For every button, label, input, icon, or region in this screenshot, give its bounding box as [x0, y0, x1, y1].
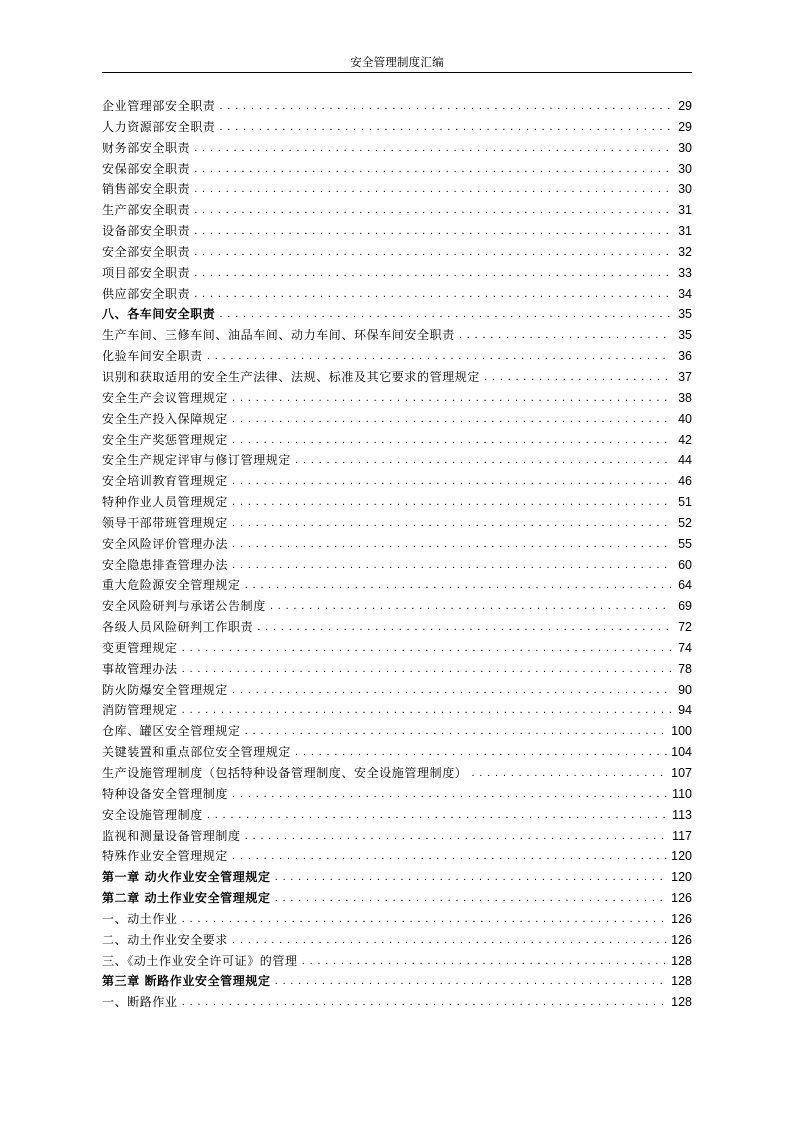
toc-entry[interactable] [102, 450, 692, 471]
toc-entry-title: 防火防爆安全管理规定 [102, 682, 229, 697]
toc-entry-title: 二、动土作业安全要求 [102, 932, 229, 947]
toc-entry-title: 识别和获取适用的安全生产法律、法规、标准及其它要求的管理规定 [102, 369, 481, 384]
toc-entry-page-number: 110 [672, 786, 692, 801]
toc-entry-title: 生产车间、三修车间、油品车间、动力车间、环保车间安全职责 [102, 328, 455, 343]
toc-dot-leader [232, 514, 671, 534]
toc-entry-page-number: 78 [678, 661, 692, 676]
toc-entry-title: 安全培训教育管理规定 [102, 474, 229, 489]
toc-entry-title: 安全隐患排查管理办法 [102, 557, 229, 572]
toc-entry-title: 企业管理部安全职责 [102, 99, 216, 113]
toc-entry-title: 特种设备安全管理制度 [102, 786, 229, 801]
toc-entry-title: 重大危险源安全管理规定 [102, 578, 241, 593]
toc-dot-leader [219, 305, 671, 325]
toc-entry[interactable] [102, 138, 692, 159]
toc-entry-page-number: 29 [678, 99, 692, 113]
toc-dot-leader [232, 931, 668, 951]
toc-entry[interactable] [102, 221, 692, 242]
toc-entry-page-number: 74 [678, 640, 692, 655]
toc-entry-page-number: 35 [678, 328, 692, 343]
toc-entry-title: 销售部安全职责 [102, 182, 191, 197]
toc-entry[interactable] [102, 346, 692, 367]
toc-entry-title: 生产部安全职责 [102, 203, 191, 218]
toc-dot-leader [275, 889, 669, 909]
toc-dot-leader [484, 368, 671, 388]
toc-entry[interactable] [102, 680, 692, 701]
toc-dot-leader [207, 347, 671, 367]
toc-entry[interactable] [102, 867, 692, 888]
toc-dot-leader [194, 285, 671, 305]
toc-dot-leader [257, 618, 671, 638]
toc-entry-title: 第三章 断路作业安全管理规定 [102, 974, 271, 989]
toc-entry[interactable] [102, 763, 692, 784]
toc-entry-page-number: 35 [678, 307, 692, 322]
toc-entry-title: 安全风险评价管理办法 [102, 536, 229, 551]
toc-entry[interactable] [102, 617, 692, 638]
toc-dot-leader [194, 222, 671, 242]
toc-entry-title: 一、断路作业 [102, 995, 178, 1010]
toc-entry[interactable] [102, 388, 692, 409]
toc-dot-leader [245, 576, 671, 596]
toc-entry-title: 变更管理规定 [102, 640, 178, 655]
toc-entry-page-number: 30 [678, 182, 692, 197]
page-header-title: 安全管理制度汇编 [350, 55, 444, 69]
toc-entry[interactable] [102, 742, 692, 763]
toc-entry-title: 第二章 动土作业安全管理规定 [102, 891, 271, 906]
toc-entry[interactable] [102, 992, 692, 1013]
toc-dot-leader [207, 806, 669, 826]
toc-entry[interactable] [102, 951, 692, 972]
toc-dot-leader [459, 326, 671, 346]
toc-entry-title: 仓库、罐区安全管理规定 [102, 724, 241, 739]
toc-entry-title: 一、动土作业 [102, 911, 178, 926]
toc-entry-title: 安全设施管理制度 [102, 807, 203, 822]
toc-dot-leader [194, 139, 671, 159]
toc-entry-title: 八、各车间安全职责 [102, 307, 216, 322]
toc-dot-leader [232, 493, 671, 513]
toc-dot-leader [232, 556, 671, 576]
toc-entry-page-number: 31 [678, 224, 692, 239]
toc-entry[interactable] [102, 846, 692, 867]
toc-entry[interactable] [102, 430, 692, 451]
toc-entry-title: 三、《动土作业安全许可证》的管理 [102, 953, 298, 968]
toc-dot-leader [219, 118, 671, 138]
header-divider [102, 72, 692, 73]
toc-dot-leader [232, 681, 671, 701]
toc-entry-title: 财务部安全职责 [102, 140, 191, 155]
toc-dot-leader [275, 868, 669, 888]
toc-entry-page-number: 126 [671, 911, 692, 926]
toc-entry-page-number: 33 [678, 265, 692, 280]
toc-entry-title: 第一章 动火作业安全管理规定 [102, 870, 271, 885]
toc-dot-leader [232, 389, 671, 409]
toc-entry[interactable] [102, 930, 692, 951]
toc-entry-page-number: 113 [672, 807, 692, 822]
toc-entry-page-number: 46 [678, 474, 692, 489]
toc-dot-leader [275, 972, 669, 992]
toc-entry[interactable] [102, 638, 692, 659]
toc-entry[interactable] [102, 159, 692, 180]
toc-dot-leader [232, 785, 669, 805]
toc-entry[interactable] [102, 555, 692, 576]
toc-entry[interactable] [102, 805, 692, 826]
toc-entry[interactable] [102, 659, 692, 680]
toc-entry-page-number: 128 [671, 953, 692, 968]
toc-entry[interactable] [102, 471, 692, 492]
table-of-contents [102, 96, 692, 1013]
toc-dot-leader [232, 472, 671, 492]
toc-entry[interactable] [102, 700, 692, 721]
toc-entry-page-number: 90 [678, 682, 692, 697]
toc-entry-page-number: 34 [678, 286, 692, 301]
toc-dot-leader [295, 451, 671, 471]
toc-entry-title: 关键装置和重点部位安全管理规定 [102, 745, 292, 760]
toc-dot-leader [232, 847, 668, 867]
toc-entry[interactable] [102, 117, 692, 138]
toc-entry[interactable] [102, 909, 692, 930]
toc-entry[interactable] [102, 304, 692, 325]
toc-entry-title: 设备部安全职责 [102, 224, 191, 239]
toc-entry-page-number: 29 [678, 119, 692, 134]
toc-entry[interactable] [102, 784, 692, 805]
toc-dot-leader [182, 993, 669, 1013]
toc-entry[interactable] [102, 596, 692, 617]
toc-entry-title: 项目部安全职责 [102, 265, 191, 280]
toc-entry-title: 人力资源部安全职责 [102, 119, 216, 134]
toc-dot-leader [194, 264, 671, 284]
toc-dot-leader [302, 952, 669, 972]
toc-entry-page-number: 52 [678, 515, 692, 530]
toc-dot-leader [232, 431, 671, 451]
toc-entry-page-number: 117 [672, 828, 692, 843]
toc-entry-page-number: 42 [678, 432, 692, 447]
toc-entry-page-number: 128 [671, 974, 692, 989]
toc-entry-title: 安全生产会议管理规定 [102, 390, 229, 405]
toc-entry-page-number: 120 [671, 870, 692, 885]
toc-entry[interactable] [102, 263, 692, 284]
toc-entry[interactable] [102, 325, 692, 346]
toc-entry-page-number: 69 [678, 599, 692, 614]
toc-entry[interactable] [102, 826, 692, 847]
toc-entry-page-number: 44 [678, 453, 692, 468]
toc-entry-page-number: 128 [671, 995, 692, 1010]
toc-entry-title: 事故管理办法 [102, 661, 178, 676]
toc-dot-leader [194, 201, 671, 221]
toc-dot-leader [232, 410, 671, 430]
toc-entry-page-number: 126 [671, 932, 692, 947]
toc-entry-page-number: 64 [678, 578, 692, 593]
toc-entry[interactable] [102, 888, 692, 909]
toc-entry-page-number: 30 [678, 161, 692, 176]
toc-entry[interactable] [102, 575, 692, 596]
toc-entry-page-number: 40 [678, 411, 692, 426]
toc-entry[interactable] [102, 534, 692, 555]
toc-entry[interactable] [102, 513, 692, 534]
toc-dot-leader [194, 160, 671, 180]
toc-entry-title: 安全生产奖惩管理规定 [102, 432, 229, 447]
toc-entry-title: 生产设施管理制度（包括特种设备管理制度、安全设施管理制度） [102, 766, 468, 780]
toc-entry[interactable] [102, 96, 692, 117]
toc-entry[interactable] [102, 200, 692, 221]
toc-entry[interactable] [102, 971, 692, 992]
toc-dot-leader [194, 243, 671, 263]
toc-entry-page-number: 32 [678, 244, 692, 259]
toc-entry-page-number: 36 [678, 349, 692, 364]
toc-entry-title: 安全生产投入保障规定 [102, 411, 229, 426]
toc-dot-leader [219, 97, 671, 117]
toc-entry-title: 监视和测量设备管理制度 [102, 828, 241, 843]
toc-entry[interactable] [102, 242, 692, 263]
toc-entry-page-number: 55 [678, 536, 692, 551]
toc-dot-leader [471, 764, 668, 784]
toc-entry-title: 安保部安全职责 [102, 161, 191, 176]
toc-entry[interactable] [102, 179, 692, 200]
toc-entry[interactable] [102, 367, 692, 388]
toc-entry[interactable] [102, 721, 692, 742]
toc-entry-page-number: 107 [671, 766, 692, 780]
toc-entry-title: 安全部安全职责 [102, 244, 191, 259]
toc-entry-title: 特殊作业安全管理规定 [102, 849, 229, 864]
toc-entry-title: 领导干部带班管理规定 [102, 515, 229, 530]
toc-dot-leader [232, 535, 671, 555]
toc-dot-leader [194, 180, 671, 200]
toc-dot-leader [295, 743, 668, 763]
toc-entry-title: 化验车间安全职责 [102, 349, 203, 364]
toc-entry-title: 特种作业人员管理规定 [102, 495, 229, 510]
toc-entry-page-number: 37 [678, 369, 692, 384]
toc-dot-leader [245, 827, 669, 847]
toc-entry-page-number: 94 [678, 703, 692, 718]
toc-dot-leader [182, 910, 669, 930]
toc-entry-page-number: 51 [678, 495, 692, 510]
toc-entry-page-number: 72 [678, 620, 692, 635]
toc-entry[interactable] [102, 409, 692, 430]
toc-entry-page-number: 120 [671, 849, 692, 864]
toc-entry-title: 安全生产规定评审与修订管理规定 [102, 453, 292, 468]
toc-entry-page-number: 31 [678, 203, 692, 218]
toc-dot-leader [270, 597, 671, 617]
toc-entry-title: 供应部安全职责 [102, 286, 191, 301]
toc-dot-leader [245, 722, 669, 742]
toc-entry-page-number: 100 [671, 724, 692, 739]
toc-entry-page-number: 30 [678, 140, 692, 155]
toc-entry-page-number: 60 [678, 557, 692, 572]
toc-entry-page-number: 104 [671, 745, 692, 760]
toc-dot-leader [182, 701, 671, 721]
toc-entry[interactable] [102, 284, 692, 305]
toc-entry-title: 各级人员风险研判工作职责 [102, 620, 254, 635]
toc-entry-title: 消防管理规定 [102, 703, 178, 718]
toc-entry-page-number: 126 [671, 891, 692, 906]
toc-dot-leader [182, 660, 671, 680]
toc-dot-leader [182, 639, 671, 659]
toc-entry-page-number: 38 [678, 390, 692, 405]
toc-entry[interactable] [102, 492, 692, 513]
toc-entry-title: 安全风险研判与承诺公告制度 [102, 599, 266, 614]
